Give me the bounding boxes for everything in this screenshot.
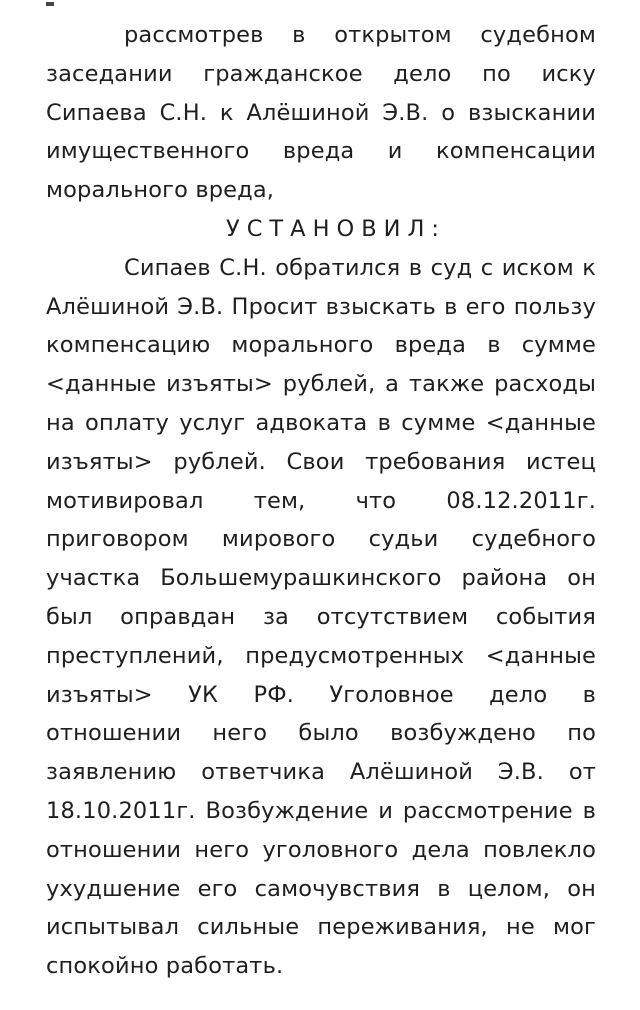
body-line: изъяты> рублей. Свои требования истец [46, 448, 596, 475]
body-line: компенсацию морального вреда в сумме [46, 332, 596, 359]
body-line: заявлению ответчика Алёшиной Э.В. от [46, 759, 596, 786]
body-line: был оправдан за отсутствием события [46, 603, 596, 630]
document-page [46, 16, 596, 986]
body-paragraph [46, 249, 596, 986]
intro-line: заседании гражданское дело по иску [46, 60, 596, 87]
intro-line: Сипаева С.Н. к Алёшиной Э.В. о взыскании [46, 99, 596, 126]
body-line: спокойно работать. [46, 953, 284, 980]
body-line: мотивировал тем, что 08.12.2011г. [46, 487, 596, 514]
intro-line: рассмотрев в открытом судебном [124, 22, 596, 48]
body-line: приговором мирового судьи судебного [46, 526, 596, 553]
body-line: изъяты> УК РФ. Уголовное дело в [46, 681, 596, 708]
body-line: отношении него уголовного дела повлекло [46, 836, 596, 863]
body-line: участка Большемурашкинского района он [46, 565, 596, 592]
body-line: ухудшение его самочувствия в целом, он [46, 875, 596, 902]
body-line: испытывал сильные переживания, не мог [46, 914, 596, 941]
section-heading: УСТАНОВИЛ: [226, 215, 446, 242]
body-line: <данные изъяты> рублей, а также расходы [46, 371, 596, 398]
body-line: 18.10.2011г. Возбуждение и рассмотрение в [46, 797, 596, 824]
body-line: отношении него было возбуждено по [46, 720, 596, 747]
cropped-text-fragment [46, 2, 54, 6]
intro-paragraph [46, 16, 596, 210]
intro-line: морального вреда, [46, 177, 275, 204]
body-line: преступлений, предусмотренных <данные [46, 642, 596, 669]
body-line: Сипаев С.Н. обратился в суд с иском к [124, 254, 596, 281]
intro-line: имущественного вреда и компенсации [46, 138, 596, 165]
body-line: на оплату услуг адвоката в сумме <данные [46, 409, 596, 436]
body-line: Алёшиной Э.В. Просит взыскать в его пользу [46, 293, 596, 320]
